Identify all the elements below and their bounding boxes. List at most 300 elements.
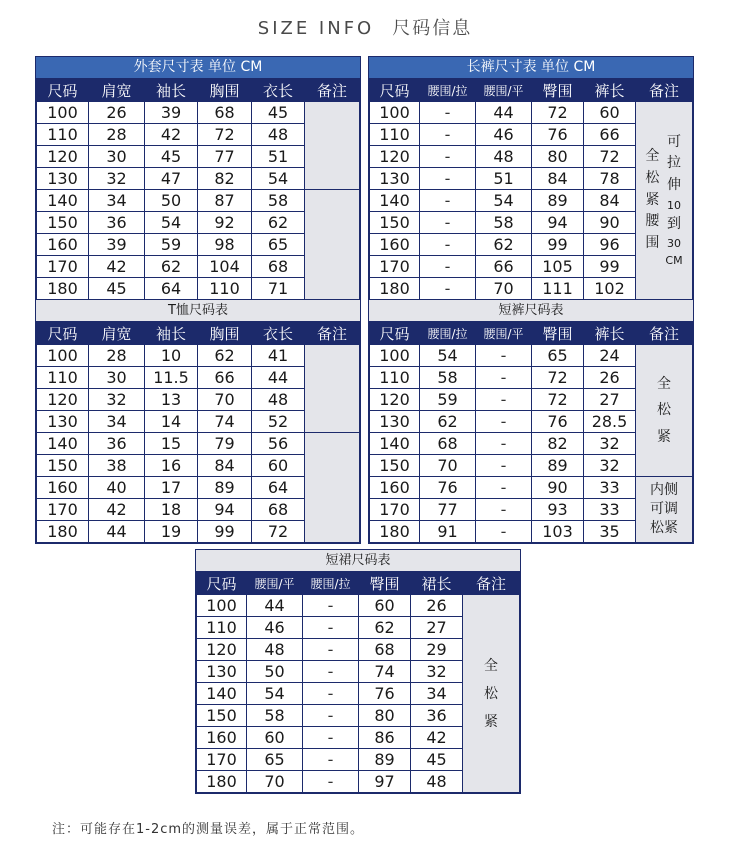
- size-cell: 140: [37, 433, 89, 455]
- value-cell: 90: [532, 477, 584, 499]
- value-cell: 94: [198, 499, 252, 521]
- value-cell: 44: [89, 521, 145, 543]
- value-cell: 110: [198, 278, 252, 300]
- value-cell: 105: [532, 256, 584, 278]
- size-cell: 100: [37, 345, 89, 367]
- value-cell: -: [303, 705, 359, 727]
- value-cell: 82: [198, 168, 252, 190]
- value-cell: -: [303, 617, 359, 639]
- size-cell: 110: [370, 124, 420, 146]
- value-cell: 27: [584, 389, 636, 411]
- value-cell: 89: [532, 455, 584, 477]
- value-cell: 74: [198, 411, 252, 433]
- value-cell: 92: [198, 212, 252, 234]
- value-cell: 32: [584, 455, 636, 477]
- value-cell: -: [303, 595, 359, 617]
- value-cell: 58: [420, 367, 476, 389]
- remark-cell: [636, 345, 693, 477]
- remark-cell: [305, 190, 360, 300]
- value-cell: 77: [420, 499, 476, 521]
- remark-char: 松紧: [650, 519, 678, 536]
- remark-char: 拉: [666, 155, 681, 172]
- column-header: 备注: [305, 322, 360, 345]
- header-row: [37, 322, 360, 345]
- size-cell: 170: [37, 256, 89, 278]
- value-cell: 72: [198, 124, 252, 146]
- value-cell: 76: [420, 477, 476, 499]
- value-cell: -: [303, 727, 359, 749]
- value-cell: 72: [532, 389, 584, 411]
- value-cell: -: [303, 771, 359, 793]
- value-cell: 62: [420, 411, 476, 433]
- table-row: [370, 345, 693, 367]
- value-cell: 65: [532, 345, 584, 367]
- value-cell: 46: [247, 617, 303, 639]
- size-cell: 170: [197, 749, 247, 771]
- value-cell: 45: [89, 278, 145, 300]
- table-row: [370, 102, 693, 124]
- value-cell: 62: [252, 212, 305, 234]
- size-cell: 130: [197, 661, 247, 683]
- value-cell: 52: [252, 411, 305, 433]
- remark-char: 可: [666, 133, 681, 150]
- value-cell: 102: [584, 278, 636, 300]
- value-cell: 18: [145, 499, 198, 521]
- value-cell: 99: [198, 521, 252, 543]
- table-row: [370, 477, 693, 499]
- value-cell: 42: [411, 727, 463, 749]
- value-cell: 36: [89, 433, 145, 455]
- remark-char: 松: [645, 169, 660, 186]
- footnote: 注：可能存在1-2cm的测量误差，属于正常范围。: [52, 822, 365, 837]
- size-cell: 130: [37, 168, 89, 190]
- remark-char: CM: [665, 254, 683, 268]
- size-cell: 100: [197, 595, 247, 617]
- remark-char: 全: [484, 657, 498, 674]
- value-cell: 39: [89, 234, 145, 256]
- column-header: 腰围/平: [247, 572, 303, 595]
- remark-char: 内侧: [650, 482, 678, 499]
- value-cell: 48: [252, 124, 305, 146]
- value-cell: 104: [198, 256, 252, 278]
- column-header: 尺码: [370, 322, 420, 345]
- column-header: 尺码: [370, 79, 420, 102]
- value-cell: 98: [198, 234, 252, 256]
- value-cell: 48: [476, 146, 532, 168]
- value-cell: 97: [359, 771, 411, 793]
- value-cell: -: [303, 639, 359, 661]
- remark-text: [650, 481, 678, 538]
- value-cell: 54: [420, 345, 476, 367]
- value-cell: -: [476, 521, 532, 543]
- value-cell: 77: [198, 146, 252, 168]
- value-cell: 62: [476, 234, 532, 256]
- value-cell: 66: [584, 124, 636, 146]
- shorts-size-table: [368, 299, 694, 544]
- column-header: 尺码: [37, 322, 89, 345]
- size-cell: 180: [37, 521, 89, 543]
- value-cell: 26: [89, 102, 145, 124]
- header-row: [370, 79, 693, 102]
- value-cell: 42: [145, 124, 198, 146]
- value-cell: 16: [145, 455, 198, 477]
- size-cell: 120: [37, 389, 89, 411]
- value-cell: 34: [89, 190, 145, 212]
- value-cell: 40: [89, 477, 145, 499]
- value-cell: 36: [89, 212, 145, 234]
- value-cell: 72: [252, 521, 305, 543]
- size-cell: 110: [197, 617, 247, 639]
- value-cell: 32: [411, 661, 463, 683]
- value-cell: 93: [532, 499, 584, 521]
- value-cell: 87: [198, 190, 252, 212]
- value-cell: 79: [198, 433, 252, 455]
- value-cell: 65: [252, 234, 305, 256]
- value-cell: 34: [411, 683, 463, 705]
- remark-char: 伸: [666, 176, 681, 193]
- remark-char: 腰: [645, 213, 660, 230]
- size-cell: 160: [370, 477, 420, 499]
- remark-char: 10: [666, 198, 681, 212]
- value-cell: 26: [411, 595, 463, 617]
- value-cell: 111: [532, 278, 584, 300]
- value-cell: 45: [252, 102, 305, 124]
- column-header: 袖长: [145, 322, 198, 345]
- size-cell: 100: [370, 345, 420, 367]
- column-header: 尺码: [197, 572, 247, 595]
- value-cell: -: [420, 212, 476, 234]
- value-cell: -: [303, 749, 359, 771]
- value-cell: 11.5: [145, 367, 198, 389]
- pants-caption: 长裤尺寸表 单位 CM: [369, 57, 693, 78]
- value-cell: 60: [584, 102, 636, 124]
- column-header: 尺码: [37, 79, 89, 102]
- remark-cell: [305, 102, 360, 190]
- value-cell: 72: [584, 146, 636, 168]
- table-row: [37, 190, 360, 212]
- remark-text: [645, 146, 659, 254]
- value-cell: 71: [252, 278, 305, 300]
- size-cell: 130: [370, 168, 420, 190]
- value-cell: 14: [145, 411, 198, 433]
- title-cn: 尺码信息: [392, 18, 473, 39]
- value-cell: 70: [198, 389, 252, 411]
- value-cell: 68: [359, 639, 411, 661]
- column-header: 裙长: [411, 572, 463, 595]
- value-cell: 56: [252, 433, 305, 455]
- value-cell: 72: [532, 367, 584, 389]
- value-cell: 42: [89, 499, 145, 521]
- table-row: [197, 595, 520, 617]
- size-cell: 130: [37, 411, 89, 433]
- value-cell: 41: [252, 345, 305, 367]
- value-cell: 78: [584, 168, 636, 190]
- tshirt-size-table: [35, 299, 361, 544]
- value-cell: -: [476, 345, 532, 367]
- value-cell: 68: [252, 499, 305, 521]
- value-cell: -: [420, 168, 476, 190]
- remark-cell: [636, 477, 693, 543]
- remark-char: 紧: [484, 713, 498, 730]
- value-cell: -: [303, 661, 359, 683]
- value-cell: 47: [145, 168, 198, 190]
- value-cell: -: [420, 124, 476, 146]
- size-cell: 170: [37, 499, 89, 521]
- value-cell: 42: [89, 256, 145, 278]
- value-cell: 32: [89, 389, 145, 411]
- size-cell: 120: [370, 389, 420, 411]
- value-cell: 89: [198, 477, 252, 499]
- value-cell: -: [420, 102, 476, 124]
- remark-char: 松: [657, 402, 671, 419]
- size-cell: 160: [37, 477, 89, 499]
- size-cell: 150: [197, 705, 247, 727]
- value-cell: 82: [532, 433, 584, 455]
- value-cell: 58: [476, 212, 532, 234]
- size-cell: 160: [37, 234, 89, 256]
- header-row: [370, 322, 693, 345]
- value-cell: 58: [252, 190, 305, 212]
- value-cell: -: [476, 367, 532, 389]
- remark-char: 全: [645, 148, 660, 165]
- value-cell: 70: [247, 771, 303, 793]
- value-cell: 103: [532, 521, 584, 543]
- column-header: 裤长: [584, 79, 636, 102]
- value-cell: 62: [198, 345, 252, 367]
- value-cell: 80: [532, 146, 584, 168]
- title-en: SIZE INFO: [257, 18, 375, 39]
- size-cell: 110: [37, 124, 89, 146]
- value-cell: 59: [145, 234, 198, 256]
- remark-cell: [636, 102, 693, 300]
- size-cell: 120: [37, 146, 89, 168]
- remark-text: [484, 652, 498, 736]
- value-cell: 50: [145, 190, 198, 212]
- value-cell: 99: [584, 256, 636, 278]
- size-cell: 100: [37, 102, 89, 124]
- value-cell: -: [420, 278, 476, 300]
- value-cell: 99: [532, 234, 584, 256]
- size-cell: 120: [197, 639, 247, 661]
- remark-char: 松: [484, 685, 498, 702]
- value-cell: 60: [247, 727, 303, 749]
- size-cell: 180: [370, 521, 420, 543]
- remark-cell: [305, 345, 360, 433]
- value-cell: -: [476, 411, 532, 433]
- table-row: [37, 433, 360, 455]
- remark-char: 全: [657, 375, 671, 392]
- remark-char: 到: [666, 215, 681, 232]
- skirt-caption: 短裙尺码表: [196, 550, 520, 571]
- column-header: 备注: [636, 79, 693, 102]
- value-cell: 19: [145, 521, 198, 543]
- value-cell: 94: [532, 212, 584, 234]
- value-cell: 45: [411, 749, 463, 771]
- column-header: 腰围/拉: [420, 79, 476, 102]
- value-cell: 44: [252, 367, 305, 389]
- header-row: [37, 79, 360, 102]
- size-cell: 150: [370, 212, 420, 234]
- value-cell: 68: [198, 102, 252, 124]
- value-cell: 48: [252, 389, 305, 411]
- value-cell: 64: [252, 477, 305, 499]
- value-cell: 10: [145, 345, 198, 367]
- table-row: [37, 102, 360, 124]
- column-header: 备注: [463, 572, 520, 595]
- value-cell: 30: [89, 146, 145, 168]
- column-header: 肩宽: [89, 322, 145, 345]
- page-title: [0, 14, 730, 40]
- value-cell: 36: [411, 705, 463, 727]
- value-cell: 48: [247, 639, 303, 661]
- value-cell: -: [476, 389, 532, 411]
- table-row: [37, 345, 360, 367]
- size-cell: 100: [370, 102, 420, 124]
- column-header: 胸围: [198, 322, 252, 345]
- value-cell: 28: [89, 124, 145, 146]
- column-header: 袖长: [145, 79, 198, 102]
- value-cell: 76: [532, 124, 584, 146]
- remark-cell: [305, 433, 360, 543]
- value-cell: 84: [584, 190, 636, 212]
- value-cell: 50: [247, 661, 303, 683]
- value-cell: 65: [247, 749, 303, 771]
- size-cell: 180: [370, 278, 420, 300]
- value-cell: 54: [476, 190, 532, 212]
- size-cell: 170: [370, 499, 420, 521]
- value-cell: 58: [247, 705, 303, 727]
- value-cell: 64: [145, 278, 198, 300]
- value-cell: 51: [476, 168, 532, 190]
- column-header: 腰围/平: [476, 79, 532, 102]
- value-cell: 80: [359, 705, 411, 727]
- value-cell: 76: [532, 411, 584, 433]
- value-cell: 76: [359, 683, 411, 705]
- value-cell: 24: [584, 345, 636, 367]
- value-cell: 89: [359, 749, 411, 771]
- remark-char: 30: [666, 237, 681, 251]
- size-cell: 160: [370, 234, 420, 256]
- size-cell: 150: [37, 455, 89, 477]
- shorts-caption: 短裤尺码表: [369, 300, 693, 321]
- value-cell: -: [420, 190, 476, 212]
- value-cell: 51: [252, 146, 305, 168]
- remark-text: [657, 371, 671, 451]
- column-header: 腰围/平: [476, 322, 532, 345]
- column-header: 衣长: [252, 322, 305, 345]
- value-cell: 54: [247, 683, 303, 705]
- remark-char: 紧: [657, 428, 671, 445]
- value-cell: 68: [252, 256, 305, 278]
- value-cell: -: [303, 683, 359, 705]
- size-cell: 150: [37, 212, 89, 234]
- value-cell: 84: [532, 168, 584, 190]
- coat-size-table: [35, 56, 361, 301]
- value-cell: 30: [89, 367, 145, 389]
- value-cell: 89: [532, 190, 584, 212]
- value-cell: 32: [89, 168, 145, 190]
- value-cell: -: [420, 256, 476, 278]
- value-cell: 34: [89, 411, 145, 433]
- column-header: 腰围/拉: [303, 572, 359, 595]
- value-cell: -: [420, 234, 476, 256]
- header-row: [197, 572, 520, 595]
- size-cell: 140: [197, 683, 247, 705]
- value-cell: -: [476, 477, 532, 499]
- value-cell: 17: [145, 477, 198, 499]
- value-cell: 46: [476, 124, 532, 146]
- value-cell: 54: [252, 168, 305, 190]
- value-cell: 28.5: [584, 411, 636, 433]
- size-cell: 160: [197, 727, 247, 749]
- remark-char: 可调: [650, 501, 678, 518]
- value-cell: 90: [584, 212, 636, 234]
- value-cell: 29: [411, 639, 463, 661]
- column-header: 胸围: [198, 79, 252, 102]
- column-header: 肩宽: [89, 79, 145, 102]
- size-cell: 120: [370, 146, 420, 168]
- value-cell: 68: [420, 433, 476, 455]
- pants-size-table: [368, 56, 694, 301]
- value-cell: 62: [359, 617, 411, 639]
- value-cell: 13: [145, 389, 198, 411]
- value-cell: -: [420, 146, 476, 168]
- size-cell: 150: [370, 455, 420, 477]
- size-cell: 140: [370, 433, 420, 455]
- value-cell: 35: [584, 521, 636, 543]
- value-cell: 38: [89, 455, 145, 477]
- size-cell: 140: [37, 190, 89, 212]
- size-cell: 170: [370, 256, 420, 278]
- value-cell: -: [476, 455, 532, 477]
- size-cell: 110: [37, 367, 89, 389]
- remark-text: [665, 132, 682, 270]
- value-cell: 27: [411, 617, 463, 639]
- column-header: 备注: [636, 322, 693, 345]
- value-cell: 91: [420, 521, 476, 543]
- value-cell: 44: [476, 102, 532, 124]
- value-cell: -: [476, 433, 532, 455]
- size-cell: 180: [197, 771, 247, 793]
- value-cell: 48: [411, 771, 463, 793]
- tshirt-caption: T恤尺码表: [36, 300, 360, 321]
- value-cell: 33: [584, 477, 636, 499]
- value-cell: 60: [252, 455, 305, 477]
- value-cell: 39: [145, 102, 198, 124]
- value-cell: 70: [476, 278, 532, 300]
- column-header: 备注: [305, 79, 360, 102]
- value-cell: 86: [359, 727, 411, 749]
- column-header: 臀围: [359, 572, 411, 595]
- size-cell: 180: [37, 278, 89, 300]
- value-cell: 66: [476, 256, 532, 278]
- column-header: 裤长: [584, 322, 636, 345]
- remark-char: 围: [645, 235, 660, 252]
- value-cell: 62: [145, 256, 198, 278]
- size-cell: 140: [370, 190, 420, 212]
- value-cell: 72: [532, 102, 584, 124]
- value-cell: 70: [420, 455, 476, 477]
- value-cell: 96: [584, 234, 636, 256]
- value-cell: 15: [145, 433, 198, 455]
- value-cell: 33: [584, 499, 636, 521]
- remark-char: 紧: [645, 191, 660, 208]
- value-cell: -: [476, 499, 532, 521]
- column-header: 臀围: [532, 322, 584, 345]
- value-cell: 66: [198, 367, 252, 389]
- column-header: 腰围/拉: [420, 322, 476, 345]
- size-cell: 110: [370, 367, 420, 389]
